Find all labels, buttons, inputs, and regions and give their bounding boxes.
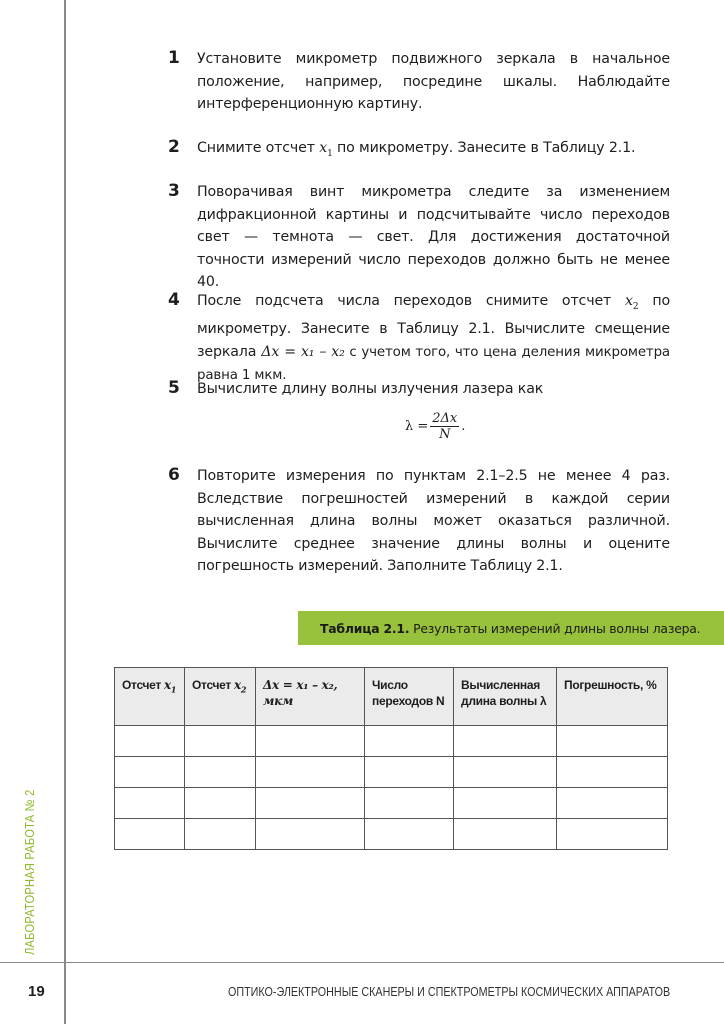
- variable-x2: $x_2$: [625, 293, 639, 312]
- step-text: Повторите измерения по пунктам 2.1–2.5 не менее 4 раз. Вследствие погрешностей измерений в каждой серии вычисленная длина волны может оказаться различной. Вычислите среднее значение длины волны и оцените погрешность измерений. Заполните Таблицу 2.1.: [197, 468, 670, 574]
- page-number: 19: [28, 983, 45, 1000]
- step-3: [168, 181, 670, 294]
- table-cell: [115, 819, 185, 850]
- table-cell: [365, 788, 454, 819]
- table-cell: [365, 726, 454, 757]
- table-cell: [115, 726, 185, 757]
- table-cell: [256, 788, 365, 819]
- step-text: Поворачивая винт микрометра следите за изменением дифракционной картины и подсчитывайте число переходов свет — темнота — свет. Для достижения достаточной точности измерений число переходов должно быть не менее 40.: [197, 184, 670, 290]
- table-cell: [557, 819, 668, 850]
- table-caption-bar: [298, 611, 724, 645]
- table-cell: [256, 819, 365, 850]
- mirror-shift-formula: Δx = x₁ – x₂: [261, 343, 345, 360]
- step-number: 5: [168, 378, 180, 398]
- header-computed-wavelength: Вычисленная длина волны λ: [454, 668, 557, 726]
- table-row: [115, 726, 668, 757]
- table-header-row: [115, 668, 668, 726]
- header-transitions-n: Число переходов N: [365, 668, 454, 726]
- step-2: [168, 137, 670, 165]
- table-cell: [185, 757, 256, 788]
- table-cell: [256, 726, 365, 757]
- table-cell: [454, 788, 557, 819]
- step-text: Снимите отсчет $x_1$ по микрометру. Занесите в Таблицу 2.1.: [197, 140, 636, 159]
- table-cell: [557, 726, 668, 757]
- table-caption: Таблица 2.1. Результаты измерений длины волны лазера.: [320, 620, 701, 636]
- header-error-percent: Погрешность, %: [557, 668, 668, 726]
- table-cell: [454, 726, 557, 757]
- margin-vertical-rule: [64, 0, 66, 1024]
- step-1: [168, 48, 670, 116]
- table-cell: [185, 819, 256, 850]
- step-4: [168, 290, 670, 388]
- header-reading-x2: Отсчет $x_2$: [185, 668, 256, 726]
- table-row: [115, 757, 668, 788]
- table-cell: [557, 788, 668, 819]
- table-cell: [115, 788, 185, 819]
- table-cell: [557, 757, 668, 788]
- table-cell: [454, 757, 557, 788]
- step-number: 1: [168, 48, 180, 68]
- footer-book-title: ОПТИКО-ЭЛЕКТРОННЫЕ СКАНЕРЫ И СПЕКТРОМЕТРЫ КОСМИЧЕСКИХ АППАРАТОВ: [227, 985, 670, 999]
- step-text: Вычислите длину волны излучения лазера как: [197, 381, 544, 397]
- table-cell: [365, 757, 454, 788]
- footer-horizontal-rule: [0, 962, 724, 963]
- table-cell: [256, 757, 365, 788]
- wavelength-formula: λ = $\frac{2\Delta x}{N}$ .: [405, 411, 466, 442]
- results-table: [114, 667, 668, 850]
- step-text: После подсчета числа переходов снимите отсчет $x_2$ по микрометру. Занесите в Таблицу 2.1. Вычислите смещение зеркала Δx = x₁ – x₂ с учетом того, что цена деления микрометра равна 1 мкм.: [197, 293, 670, 384]
- step-number: 3: [168, 181, 180, 201]
- step-number: 6: [168, 465, 180, 485]
- step-number: 2: [168, 137, 180, 157]
- step-text: Установите микрометр подвижного зеркала в начальное положение, например, посредине шкалы. Наблюдайте интерференционную картину.: [197, 51, 670, 112]
- table-cell: [115, 757, 185, 788]
- step-5: [168, 378, 670, 401]
- table-cell: [185, 788, 256, 819]
- step-number: 4: [168, 290, 180, 310]
- table-cell: [365, 819, 454, 850]
- table-cell: [454, 819, 557, 850]
- chapter-side-label: ЛАБОРАТОРНАЯ РАБОТА № 2: [22, 789, 37, 955]
- table-row: [115, 819, 668, 850]
- step-6: [168, 465, 670, 578]
- table-cell: [185, 726, 256, 757]
- variable-x1: $x_1$: [319, 140, 333, 159]
- fraction: $\frac{2\Delta x}{N}$: [432, 411, 458, 442]
- header-reading-x1: Отсчет $x_1$: [115, 668, 185, 726]
- header-delta-x: Δx = x₁ – x₂, мкм: [256, 668, 365, 726]
- table-row: [115, 788, 668, 819]
